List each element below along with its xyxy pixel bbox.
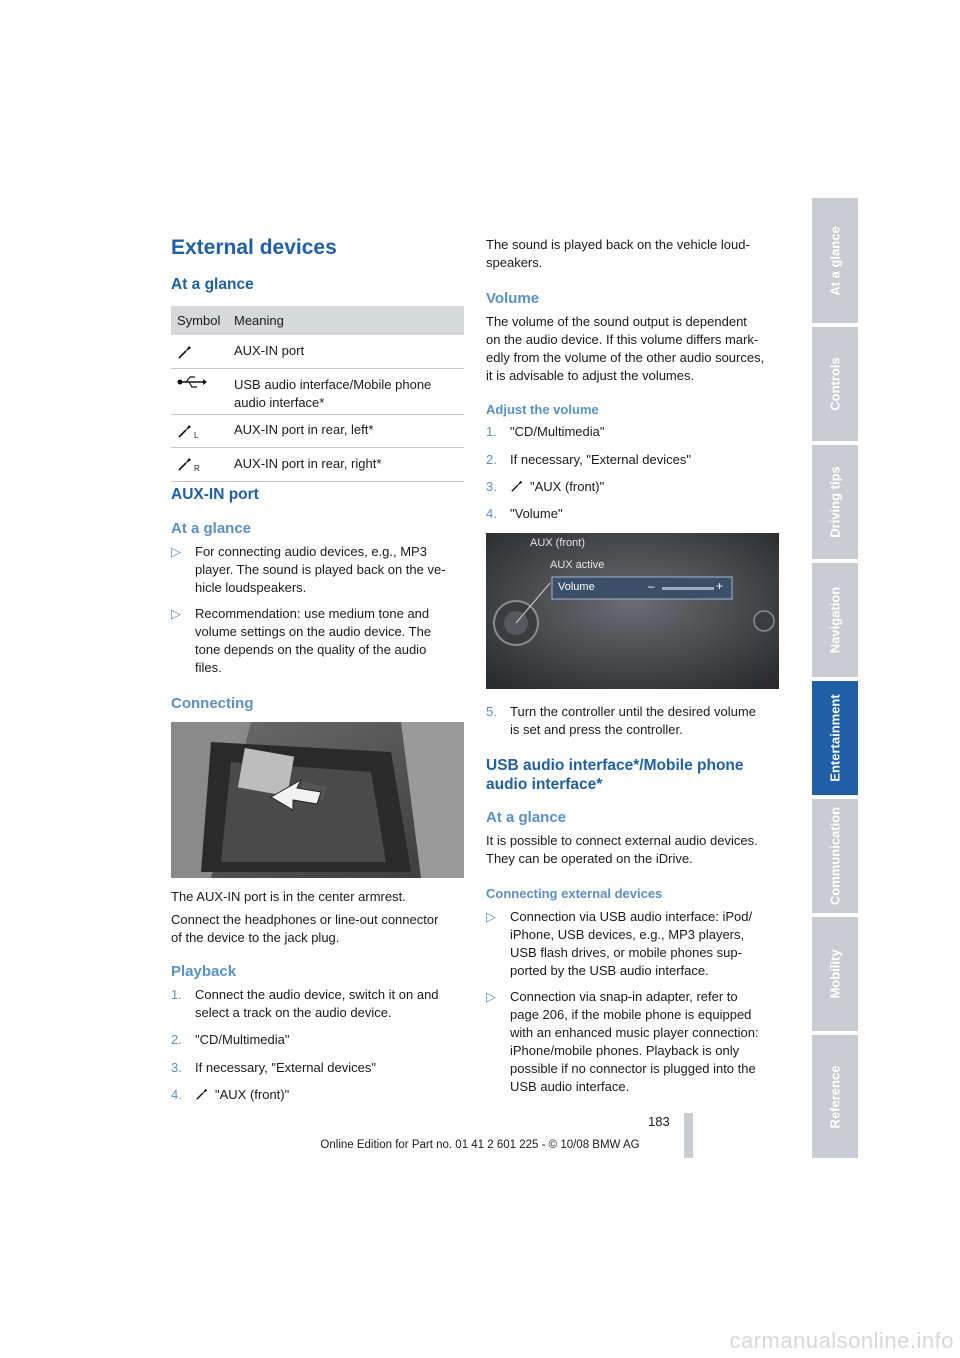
usb-text (486, 832, 758, 868)
tab-label: Navigation (827, 586, 843, 654)
text-line: hicle loudspeakers. (195, 580, 307, 595)
subheading-adjust-volume: Adjust the volume (486, 402, 599, 417)
step-item (171, 1031, 289, 1049)
bullet-marker: ▷ (486, 989, 496, 1004)
section-heading-at-a-glance: At a glance (171, 276, 254, 293)
meaning-line: USB audio interface/Mobile phone (234, 377, 432, 392)
subheading-connecting-external: Connecting external devices (486, 886, 663, 901)
text-line: edly from the volume of the other audio sources, (486, 350, 765, 365)
text-line: is set and press the controller. (510, 722, 683, 737)
table-cell-meaning: AUX-IN port in rear, right* (234, 456, 382, 471)
step-text: "Volume" (510, 506, 563, 521)
step-item (171, 1059, 376, 1077)
text-line: Connect the headphones or line-out connector (171, 912, 439, 927)
table-cell-meaning (234, 376, 431, 412)
text-line: iPhone/mobile phones. Playback is only (510, 1043, 740, 1058)
tab-label: Driving tips (827, 466, 843, 538)
text-line: ported by the USB audio interface. (510, 963, 709, 978)
text-line: files. (195, 660, 222, 675)
text-line: page 206, if the mobile phone is equipped (510, 1007, 752, 1022)
subheading-usb-at-a-glance: At a glance (486, 809, 567, 826)
section-heading-aux-in: AUX-IN port (171, 486, 259, 503)
text-line: Recommendation: use medium tone and (195, 606, 430, 621)
step-item (486, 505, 563, 523)
step-number: 4. (171, 1087, 182, 1102)
watermark: carmanualsonline.info (729, 1328, 954, 1353)
text-line: USB audio interface. (510, 1079, 630, 1094)
step-number: 1. (171, 987, 182, 1002)
step-number: 2. (486, 452, 497, 467)
page-number: 183 (648, 1114, 670, 1129)
text-line: It is possible to connect external audio devices. (486, 833, 758, 848)
text-line: select a track on the audio device. (195, 1005, 392, 1020)
step-text: "CD/Multimedia" (195, 1032, 290, 1047)
bullet-marker: ▷ (171, 544, 181, 559)
section-heading-usb (486, 756, 744, 794)
volume-plus-icon: + (716, 579, 724, 593)
bullet-marker: ▷ (171, 606, 181, 621)
usb-icon (177, 376, 207, 388)
text-line: tone depends on the quality of the audio (195, 642, 427, 657)
tab-label: Reference (827, 1065, 843, 1128)
text-line: possible if no connector is plugged into the (510, 1061, 756, 1076)
sidebar-tab-at-a-glance[interactable] (812, 198, 858, 323)
text-line: it is advisable to adjust the volumes. (486, 368, 695, 383)
idrive-screen-image (486, 533, 779, 689)
step-text: "AUX (front)" (530, 479, 605, 494)
table-cell-meaning: AUX-IN port (234, 343, 305, 358)
sidebar-tab-driving-tips[interactable] (812, 445, 858, 559)
intro-text (486, 236, 750, 272)
step-item (486, 423, 604, 441)
text-line: iPhone, USB devices, e.g., MP3 players, (510, 927, 745, 942)
text-line: They can be operated on the iDrive. (486, 851, 693, 866)
sidebar-tab-communication[interactable] (812, 799, 858, 913)
sidebar-tab-navigation[interactable] (812, 563, 858, 677)
text-line: USB flash drives, or mobile phones sup- (510, 945, 742, 960)
aux-plug-icon (177, 344, 193, 360)
bullet-item (486, 908, 786, 980)
tab-label: Communication (827, 806, 843, 906)
text-line: For connecting audio devices, e.g., MP3 (195, 544, 427, 559)
icon-suffix: L (194, 431, 199, 440)
text-line: The volume of the sound output is dependent (486, 314, 747, 329)
text-line: The sound is played back on the vehicle loud- (486, 237, 750, 252)
aux-plug-icon (195, 1087, 209, 1101)
step-number: 3. (171, 1060, 182, 1075)
connecting-text-2 (171, 911, 438, 947)
icon-suffix: R (194, 464, 200, 473)
tab-label: Entertainment (827, 694, 843, 782)
subheading-connecting: Connecting (171, 695, 254, 712)
bullet-item (486, 988, 786, 1096)
text-line: of the device to the jack plug. (171, 930, 340, 945)
text-line: with an enhanced music player connection: (510, 1025, 759, 1040)
subheading-playback: Playback (171, 963, 237, 980)
aux-plug-right-icon (177, 456, 193, 472)
table-cell-meaning: AUX-IN port in rear, left* (234, 422, 374, 437)
header-symbol: Symbol (177, 313, 221, 328)
bullet-item (171, 543, 467, 597)
volume-text (486, 313, 764, 385)
bullet-marker: ▷ (486, 909, 496, 924)
table-row (171, 369, 464, 415)
step-number: 2. (171, 1032, 182, 1047)
volume-minus-icon: – (648, 579, 655, 593)
heading-line: audio interface* (486, 776, 603, 793)
meaning-line: audio interface* (234, 395, 325, 410)
sidebar-tab-controls[interactable] (812, 327, 858, 441)
screen-status: AUX active (550, 559, 605, 571)
subheading-volume: Volume (486, 290, 540, 307)
step-item (486, 478, 604, 496)
step-number: 1. (486, 424, 497, 439)
tab-label: At a glance (827, 225, 843, 296)
step-number: 4. (486, 506, 497, 521)
step-item (486, 451, 691, 469)
heading-line: USB audio interface*/Mobile phone (486, 757, 744, 774)
text-line: Connect the audio device, switch it on and (195, 987, 439, 1002)
aux-plug-icon (510, 479, 524, 493)
header-meaning: Meaning (234, 313, 284, 328)
text-line: Turn the controller until the desired volume (510, 704, 756, 719)
text-line: speakers. (486, 255, 543, 270)
subheading-at-a-glance: At a glance (171, 520, 252, 537)
text-line: Connection via snap-in adapter, refer to (510, 989, 738, 1004)
step-item (171, 986, 467, 1022)
step-item (486, 703, 786, 739)
armrest-photo (171, 722, 464, 878)
screen-title: AUX (front) (530, 537, 586, 549)
connecting-text-1: The AUX-IN port is in the center armrest. (171, 889, 406, 904)
step-text: If necessary, "External devices" (195, 1060, 376, 1075)
aux-plug-left-icon (177, 423, 193, 439)
sidebar-tab-entertainment[interactable] (812, 681, 858, 795)
text-line: Connection via USB audio interface: iPod/ (510, 909, 753, 924)
sidebar-tab-mobility[interactable] (812, 917, 858, 1031)
tab-label: Controls (827, 357, 843, 411)
step-text: "CD/Multimedia" (510, 424, 605, 439)
table-header (171, 306, 464, 335)
symbol-table (171, 306, 464, 482)
step-text: If necessary, "External devices" (510, 452, 691, 467)
table-row (171, 415, 464, 448)
page-title: External devices (171, 236, 337, 259)
text-line: on the audio device. If this volume differs mark- (486, 332, 759, 347)
text-line: player. The sound is played back on the ve- (195, 562, 446, 577)
footer-text: Online Edition for Part no. 01 41 2 601 225 - © 10/08 BMW AG (320, 1139, 640, 1151)
table-row (171, 448, 464, 482)
step-number: 5. (486, 704, 497, 719)
step-item (171, 1086, 289, 1104)
tab-label: Mobility (827, 949, 843, 999)
step-text: "AUX (front)" (215, 1087, 290, 1102)
text-line: volume settings on the audio device. The (195, 624, 432, 639)
table-row (171, 335, 464, 369)
idrive-screen-frame (486, 533, 779, 689)
sidebar-tab-reference[interactable] (812, 1035, 858, 1158)
page-number-bar (684, 1113, 693, 1158)
step-number: 3. (486, 479, 497, 494)
bullet-item (171, 605, 467, 677)
screen-volume-label: Volume (558, 581, 595, 593)
